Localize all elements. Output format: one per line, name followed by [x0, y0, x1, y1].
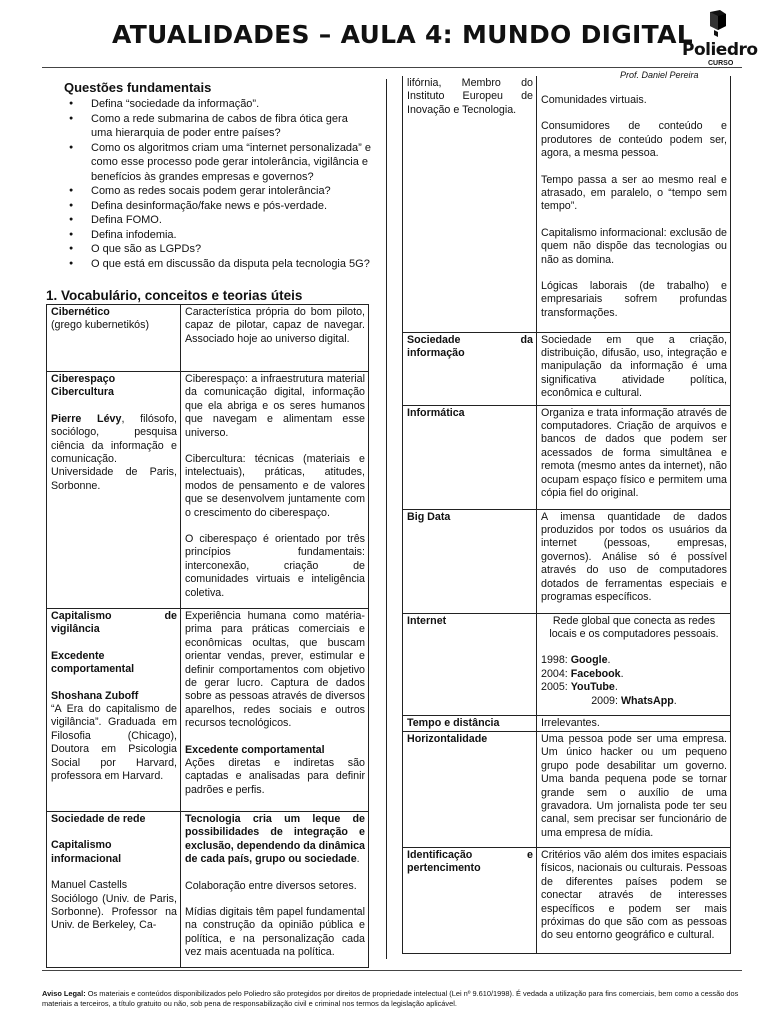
term-cell: Informática — [403, 405, 537, 509]
questions-list — [42, 97, 372, 271]
column-divider — [386, 79, 387, 959]
definition-paragraph: Ciberespaço: a infraestrutura material da comunicação digital, informação que ela abriga e os seres humanos que navegam e alimentam esse universo. — [185, 373, 365, 439]
table-row — [403, 847, 731, 953]
timeline-item: 1998: Google. — [541, 654, 611, 667]
definition-paragraph: Comunidades virtuais. — [541, 94, 647, 106]
table-row — [403, 613, 731, 715]
author-name: Shoshana Zuboff — [51, 689, 139, 702]
author-note — [51, 413, 177, 493]
table-row — [47, 372, 369, 609]
term-cell: Internet — [403, 613, 537, 715]
term-cell — [47, 609, 181, 812]
question-item: ● Defina “sociedade da informação”. — [42, 97, 372, 112]
timeline-name: WhatsApp — [620, 694, 674, 707]
header-rule — [42, 67, 742, 68]
questions-section — [42, 80, 372, 271]
timeline-name: Facebook — [570, 667, 621, 680]
timeline-name: YouTube — [570, 681, 615, 694]
term-cell — [47, 305, 181, 372]
definition-paragraph: O ciberespaço é orientado por três princípios fundamentais: interconexão, criação de comunidades virtuais e inteligência coletiva. — [185, 533, 365, 599]
definition-paragraph: Colaboração entre diversos setores. — [185, 879, 357, 892]
definition-paragraph: Capitalismo informacional: exclusão de quem não dispõe das tecnologias ou não as domina. — [541, 226, 727, 266]
legal-notice-text: Os materiais e conteúdos disponibilizados pelo Poliedro são protegidos por direitos de propriedade intelectual (Lei nº 9.610/1998). É vedada a utilização para fins comerciais, bem como a cessão dos materiais a terceiros, a título gratuito ou não, sob pena de responsabilização civil e criminal nos termos da legislação aplicável. — [42, 989, 739, 1008]
section-title: 1. Vocabulário, conceitos e teorias úteis — [46, 288, 303, 303]
term-title: Sociedade de rede — [51, 813, 146, 825]
question-item: ● O que são as LGPDs? — [42, 242, 372, 257]
definition-cell: A imensa quantidade de dados produzidos por todos os usuários da internet (pessoas, empresas, governos). Análise só é possível através do uso de computadores dotados de ferramentas especiais e programas específicos. — [537, 509, 731, 613]
legal-notice — [42, 970, 742, 1008]
definition-paragraph: Ações diretas e indiretas são captadas e analisadas para definir padrões e perfis. — [185, 757, 365, 796]
author-name: Prof. Daniel Pereira — [620, 70, 699, 80]
timeline-name: Google — [570, 654, 608, 667]
term-title: Capitalismo de vigilância — [51, 610, 177, 636]
timeline-item: 2009: WhatsApp. — [591, 694, 677, 707]
table-row — [47, 812, 369, 968]
term-cell: Tempo e distância — [403, 715, 537, 731]
table-row — [403, 76, 731, 332]
questions-title: Questões fundamentais — [64, 80, 212, 95]
term-cell — [47, 372, 181, 609]
author-name: Manuel Castells — [51, 879, 128, 892]
definition-paragraph: Experiência humana como matéria-prima para práticas comerciais e econômicas ocultas, que buscam orientar vendas, prever, estimular e definir comportamentos com objetivo de gerar lucro. Captura de dados sobre as pessoas através de diversos aparelhos, redes sociais e outros recursos tecnológicos. — [185, 610, 365, 730]
definition-subtitle: Excedente comportamental — [185, 743, 325, 756]
definition-cell: Irrelevantes. — [537, 715, 731, 731]
timeline-item: 2005: YouTube. — [541, 681, 618, 694]
author-name: Pierre Lévy — [51, 412, 122, 425]
question-item: ● Como a rede submarina de cabos de fibra ótica gera uma hierarquia de poder entre países? — [42, 112, 372, 141]
term-cell: Horizontalidade — [403, 731, 537, 847]
term-cell: Identificação e pertencimento — [403, 847, 537, 953]
question-item: ● Como as redes socais podem gerar intolerância? — [42, 184, 372, 199]
term-cell: lifórnia, Membro do Instituto Europeu de Inovação e Tecnologia. — [403, 76, 537, 332]
question-item: ● Defina infodemia. — [42, 228, 372, 243]
table-row — [403, 332, 731, 405]
definition-paragraph: Consumidores de conteúdo e produtores de conteúdo podem ser, agora, a mesma pessoa. — [541, 120, 727, 160]
definition-cell — [181, 609, 369, 812]
definition-paragraph: Tempo passa a ser ao mesmo real e atrasado, em paralelo, o “tempo sem tempo”. — [541, 173, 727, 213]
definition-paragraph: Rede global que conecta as redes locais e os computadores pessoais. — [549, 614, 719, 640]
table-row — [47, 305, 369, 372]
timeline-item: 2004: Facebook. — [541, 667, 624, 680]
definition-bold: Tecnologia cria um leque de possibilidades de integração e exclusão, dependendo da dinâmica de cada país, grupo ou sociedade — [185, 813, 365, 866]
definition-paragraph: Cibercultura: técnicas (materiais e intelectuais), práticas, atitudes, modos de pensamento e de valores que se desenvolvem juntamente com o crescimento do ciberespaço. — [185, 453, 365, 519]
definition-paragraph: Mídias digitais têm papel fundamental na construção da opinião pública e política, e na personalização cada vez mais acentuada na política. — [185, 906, 365, 959]
poliedro-logo — [676, 10, 756, 68]
definition-cell: Tecnologia cria um leque de possibilidades de integração e exclusão, dependendo da dinâmica de cada país, grupo ou sociedade. Colaboração entre diversos setores. Mídias digitais têm papel fundamental na construção da opinião pública e política, e na personalização cada vez mais acentuada na política. — [181, 812, 369, 968]
term-cell: Big Data — [403, 509, 537, 613]
question-item: ● Defina FOMO. — [42, 213, 372, 228]
question-item: ● Como os algoritmos criam uma “internet personalizada” e como esse processo pode gerar intolerância, vigilância e benefícios às grandes empresas e governos? — [42, 141, 372, 185]
logo-subtitle: CURSO — [708, 60, 734, 67]
term-title: Cibernético — [51, 306, 110, 318]
question-item: ● O que está em discussão da disputa pela tecnologia 5G? — [42, 257, 372, 272]
table-row — [403, 731, 731, 847]
definition-cell — [537, 613, 731, 715]
legal-notice-label: Aviso Legal: — [42, 989, 86, 998]
author-description: , filósofo, sociólogo, pesquisa ciência da informação e comunicação. Universidade de Paris, Sorbonne. — [51, 412, 177, 492]
page-title: ATUALIDADES – AULA 4: MUNDO DIGITAL — [112, 20, 693, 49]
definition-cell — [181, 372, 369, 609]
term-cell: Sociedade da informação — [403, 332, 537, 405]
term-cell — [47, 812, 181, 968]
term-title: Ciberespaço Cibercultura — [51, 373, 116, 399]
author-description: Sociólogo (Univ. de Paris, Sorbonne). Professor na Univ. de Berkeley, Ca- — [51, 892, 177, 932]
vocabulary-table-right — [402, 76, 731, 954]
table-row — [403, 715, 731, 731]
definition-cell: Sociedade em que a criação, distribuição, difusão, uso, integração e manipulação da informação é uma significativa atividade política, econômica e cultural. — [537, 332, 731, 405]
definition-cell: Característica própria do bom piloto, capaz de pilotar, capaz de navegar. Associado hoje ao universo digital. — [181, 305, 369, 372]
table-row — [403, 405, 731, 509]
question-item: ● Defina desinformação/fake news e pós-verdade. — [42, 199, 372, 214]
term-title: Capitalismo informacional — [51, 839, 122, 865]
definition-paragraph: Lógicas laborais (de trabalho) e empresariais sofrem profundas transformações. — [541, 280, 727, 319]
definition-cell: Uma pessoa pode ser uma empresa. Um único hacker ou um pequeno grupo pode desabilitar um governo. Uma banda pequena pode se tornar grande sem o auxílio de uma gravadora. Um jornalista pode ter seu canal, sem precisar ser funcionário de uma empresa de mídia. — [537, 731, 731, 847]
definition-cell — [537, 76, 731, 332]
logo-name: Poliedro — [682, 40, 758, 60]
table-row — [403, 509, 731, 613]
definition-cell: Organiza e trata informação através de computadores. Criação de arquivos e bancos de dados que podem ser acessados de forma simultânea e remota (mesmo antes da internet), não ocupam espaço físico e permitem uma cópia fiel do original. — [537, 405, 731, 509]
table-row — [47, 609, 369, 812]
author-description: “A Era do capitalismo de vigilância”. Graduada em Filosofia (Chicago), Doutora em Psicologia Social por Harvard, professora em Harvard. — [51, 703, 177, 783]
vocabulary-table-left — [46, 304, 369, 968]
term-title: Excedente comportamental — [51, 649, 135, 676]
definition-cell: Critérios vão além dos imites espaciais físicos, nacionais ou culturais. Pessoas de diferentes países podem se conectar através de interesses específicos e podem ser mais próximas do que são com as pessoas do seu entorno geográfico e cultural. — [537, 847, 731, 953]
cube-logo-icon — [706, 10, 728, 38]
term-subtitle: (grego kubernetikós) — [51, 319, 150, 332]
